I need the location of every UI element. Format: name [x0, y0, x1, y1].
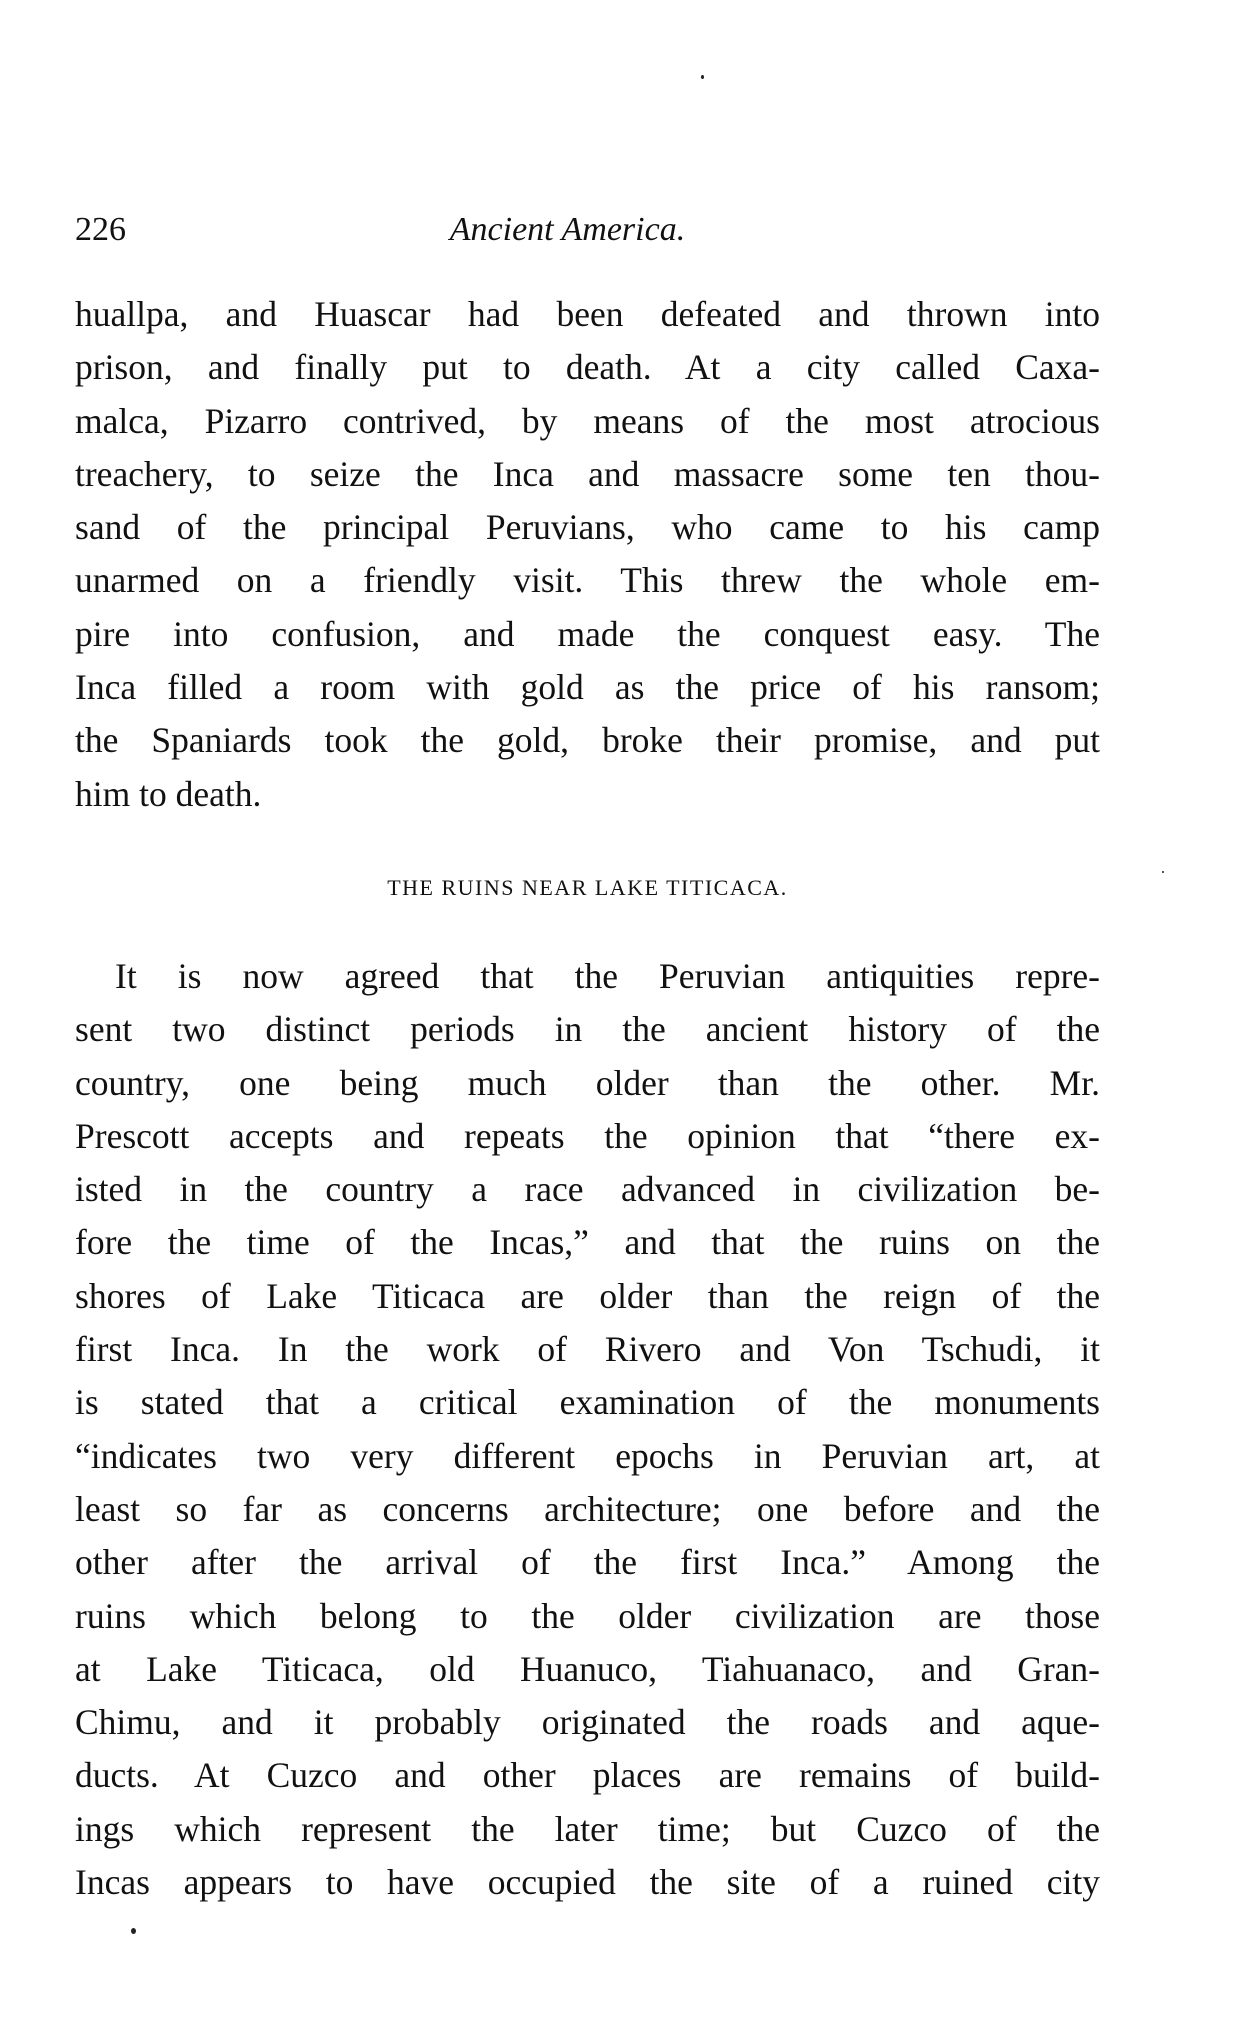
text-line: pire into confusion, and made the conquest easy. The [75, 613, 1100, 654]
scan-speck [701, 75, 704, 79]
text-line: ducts. At Cuzco and other places are remains of build- [75, 1755, 1100, 1796]
text-line: treachery, to seize the Inca and massacre some ten thou- [75, 453, 1100, 494]
text-line: malca, Pizarro contrived, by means of the most atrocious [75, 400, 1100, 441]
text-line: Inca filled a room with gold as the price of his ransom; [75, 667, 1100, 708]
text-line: is stated that a critical examination of the monuments [75, 1382, 1100, 1423]
text-line: “indicates two very different epochs in Peruvian art, at [75, 1435, 1100, 1476]
text-line: isted in the country a race advanced in civilization be- [75, 1169, 1100, 1210]
text-line: huallpa, and Huascar had been defeated and thrown into [75, 294, 1100, 334]
text-line: first Inca. In the work of Rivero and Von Tschudi, it [75, 1329, 1100, 1370]
text-line: sent two distinct periods in the ancient history of the [75, 1009, 1100, 1050]
text-line: ings which represent the later time; but Cuzco of the [75, 1808, 1100, 1849]
page-number: 226 [75, 211, 126, 248]
paragraph-2 [75, 950, 1100, 1909]
text-line: ruins which belong to the older civilization are those [75, 1595, 1100, 1636]
running-title: Ancient America. [449, 211, 686, 248]
text-line: Chimu, and it probably originated the roads and aque- [75, 1702, 1100, 1743]
scan-speck [1162, 871, 1164, 873]
text-line: him to death. [75, 773, 262, 814]
paragraph-1 [75, 288, 1100, 821]
text-line: It is now agreed that the Peruvian antiquities repre- [115, 956, 1100, 996]
text-line: least so far as concerns architecture; one before and the [75, 1488, 1100, 1529]
text-line: unarmed on a friendly visit. This threw the whole em- [75, 560, 1100, 601]
text-line: other after the arrival of the first Inca.” Among the [75, 1542, 1100, 1583]
text-line: fore the time of the Incas,” and that the ruins on the [75, 1222, 1100, 1263]
text-line: country, one being much older than the other. Mr. [75, 1062, 1100, 1103]
text-line: the Spaniards took the gold, broke their promise, and put [75, 720, 1100, 761]
scan-speck [131, 1928, 136, 1934]
text-line: Incas appears to have occupied the site of a ruined city [75, 1862, 1100, 1903]
section-heading: THE RUINS NEAR LAKE TITICACA. [387, 875, 788, 900]
text-line: shores of Lake Titicaca are older than the reign of the [75, 1275, 1100, 1316]
text-line: sand of the principal Peruvians, who came to his camp [75, 507, 1100, 548]
text-line: Prescott accepts and repeats the opinion that “there ex- [75, 1115, 1100, 1156]
page-header [75, 205, 1100, 255]
text-line: prison, and finally put to death. At a city called Caxa- [75, 347, 1100, 388]
text-line: at Lake Titicaca, old Huanuco, Tiahuanaco, and Gran- [75, 1648, 1100, 1689]
